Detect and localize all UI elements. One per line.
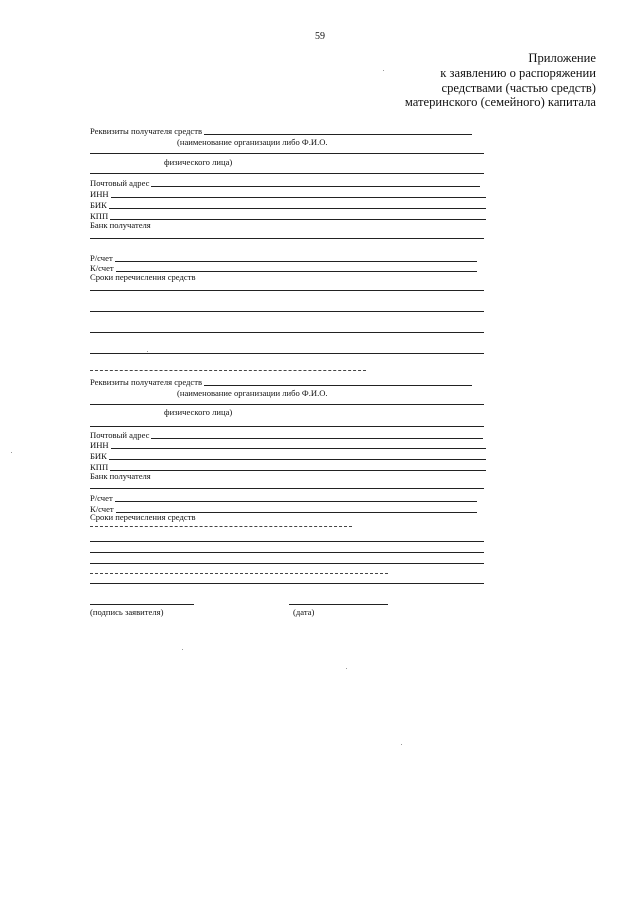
- block2-corr-account-label: К/счет: [90, 504, 114, 514]
- block2-inn-line: [111, 440, 486, 449]
- block1-person-line[interactable]: [90, 173, 484, 174]
- date-label: (дата): [293, 607, 315, 617]
- block1-kpp-line: [110, 211, 486, 220]
- header-line-2: к заявлению о распоряжении: [440, 65, 596, 80]
- block2-name-hint: (наименование организации либо Ф.И.О.: [177, 388, 328, 398]
- page-number: 59: [315, 31, 325, 42]
- block1-requisites-line: [204, 126, 472, 135]
- block2-person-hint: физического лица): [164, 407, 233, 417]
- block1-requisites-field[interactable]: [90, 124, 472, 136]
- block1-corr-account-line: [116, 263, 477, 272]
- block2-address-label: Почтовый адрес: [90, 430, 150, 440]
- block1-terms-line-2[interactable]: [90, 311, 484, 312]
- block2-requisites-line: [204, 377, 472, 386]
- block1-address-label: Почтовый адрес: [90, 178, 150, 188]
- block1-name-hint: (наименование организации либо Ф.И.О.: [177, 137, 328, 147]
- block1-bik-line: [109, 200, 486, 209]
- scan-speck: [383, 70, 384, 71]
- block1-kpp-label: КПП: [90, 211, 109, 221]
- scan-speck: [182, 649, 183, 650]
- date-line[interactable]: [289, 604, 388, 605]
- block2-person-line[interactable]: [90, 426, 484, 427]
- block2-terms-dash: [90, 526, 352, 527]
- block1-terms-line-1[interactable]: [90, 290, 484, 291]
- block2-terms-line-4[interactable]: [90, 583, 484, 584]
- block2-kpp-label: КПП: [90, 462, 109, 472]
- block2-bank-line[interactable]: [90, 488, 484, 489]
- block1-bank-label: Банк получателя: [90, 220, 151, 230]
- block-separator: [90, 370, 366, 371]
- block1-person-hint: физического лица): [164, 157, 233, 167]
- block1-terms-line-4[interactable]: [90, 353, 484, 354]
- signature-line[interactable]: [90, 604, 194, 605]
- block2-terms-label: Сроки перечисления средств: [90, 512, 196, 522]
- block1-bik-label: БИК: [90, 200, 107, 210]
- block2-bank-label: Банк получателя: [90, 471, 151, 481]
- block2-bik-label: БИК: [90, 451, 107, 461]
- block2-requisites-field[interactable]: [90, 375, 472, 387]
- block1-inn-label: ИНН: [90, 189, 109, 199]
- scan-speck: [346, 668, 347, 669]
- block1-bank-line[interactable]: [90, 238, 484, 239]
- block2-requisites-label: Реквизиты получателя средств: [90, 377, 203, 387]
- scan-speck: [11, 452, 12, 453]
- appendix-header: [266, 51, 596, 110]
- header-line-4: материнского (семейного) капитала: [404, 95, 596, 110]
- block1-address-line: [151, 178, 480, 187]
- block2-inn-label: ИНН: [90, 440, 109, 450]
- block2-name-line[interactable]: [90, 404, 484, 405]
- block1-inn-line: [111, 189, 486, 198]
- block2-kpp-line: [110, 462, 486, 471]
- block2-account-label: Р/счет: [90, 493, 113, 503]
- block1-requisites-label: Реквизиты получателя средств: [90, 126, 203, 136]
- block1-terms-line-3[interactable]: [90, 332, 484, 333]
- block2-terms-line-2[interactable]: [90, 552, 484, 553]
- block2-terms-dash-2: [90, 573, 388, 574]
- block1-corr-account-label: К/счет: [90, 263, 114, 273]
- block2-terms-line-1[interactable]: [90, 541, 484, 542]
- header-line-3: средствами (частью средств): [441, 80, 596, 95]
- block1-terms-label: Сроки перечисления средств: [90, 272, 196, 282]
- scan-speck: [401, 744, 402, 745]
- block1-name-line[interactable]: [90, 153, 484, 154]
- block2-account-line: [115, 493, 477, 502]
- block2-terms-line-3[interactable]: [90, 563, 484, 564]
- block1-account-label: Р/счет: [90, 253, 113, 263]
- block2-bik-line: [109, 451, 486, 460]
- header-line-1: Приложение: [528, 51, 596, 65]
- signature-label: (подпись заявителя): [90, 607, 164, 617]
- scan-speck: [147, 351, 148, 352]
